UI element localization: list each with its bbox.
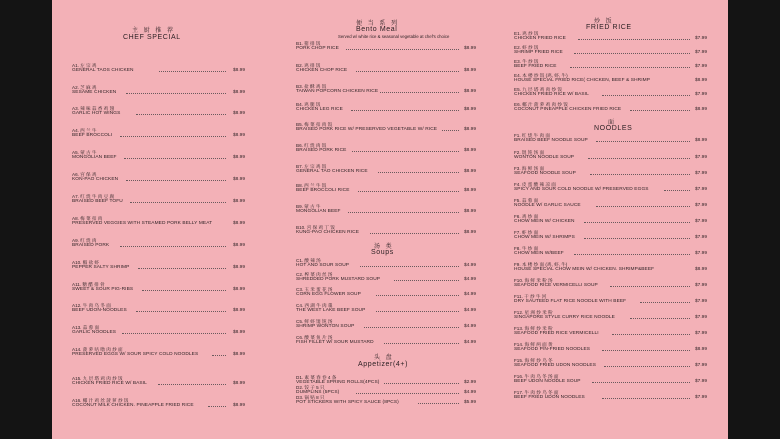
item-code: F2. 馄 饨 汤 面 [514, 150, 545, 155]
item-code: D1. 素 菜 春 卷 4 条 [296, 375, 337, 380]
item-name: PORK CHOP RICE [296, 46, 339, 52]
item-name: SEAFOOD FRIED UDON NOODLES [514, 363, 597, 369]
item-price: $8.99 [232, 403, 245, 409]
item-name: COCONUT PINEAPPLE CHICKEN FRIED RICE [514, 107, 622, 113]
item-price: $8.99 [232, 199, 245, 205]
dotted-leader [356, 71, 459, 72]
dotted-leader [142, 290, 226, 291]
section-title-chinese: 头 盘 [374, 355, 394, 361]
dotted-leader [584, 222, 690, 223]
item-name: TAIWAN POPCORN CHICKEN RICE [296, 89, 379, 95]
section-title-chinese: 面 [608, 120, 617, 126]
item-name: BEEF BROCCOLI [72, 133, 113, 139]
item-code: A3. 辣 味 蒜 香 鸡 翅 [72, 106, 115, 111]
item-code: A8. 梅 菜 扣 肉 [72, 216, 103, 221]
dotted-leader [120, 136, 226, 137]
item-price: $7.99 [694, 219, 707, 225]
dotted-leader [120, 246, 226, 247]
item-name: GARLIC NOODLES [72, 330, 117, 336]
item-price: $5.99 [463, 400, 476, 406]
item-price: $7.99 [694, 315, 707, 321]
item-name: CORN EGG FLOWER SOUP [296, 292, 361, 298]
item-name: BRAISED BEEF NOODLE SOUP [514, 138, 588, 144]
item-code: F17. 牛 肉 炒 乌 冬 面 [514, 390, 559, 395]
item-price: $8.99 [463, 169, 476, 175]
item-price: $8.99 [232, 308, 245, 314]
item-price: $4.99 [463, 263, 476, 269]
item-name: CHOW MEIN W/ CHICKEN [514, 219, 575, 225]
item-name: MONGOLIAN BEEF [296, 209, 341, 215]
item-code: A4. 西 兰 牛 [72, 128, 97, 133]
item-code: C6. 酸 菜 鱼 片 汤 [296, 335, 333, 340]
item-name: KUNG-PAO CHICKEN RICE [296, 230, 360, 236]
item-price: $8.99 [463, 107, 476, 113]
item-price: $8.99 [232, 155, 245, 161]
item-name: COCONUT MILK CHICKEN. PINEAPPLE FRIED RICE [72, 403, 194, 409]
dotted-leader [136, 114, 226, 115]
dotted-leader [356, 393, 459, 394]
dotted-leader [574, 254, 690, 255]
dotted-leader [418, 403, 459, 404]
dotted-leader [376, 311, 459, 312]
dotted-leader [596, 141, 690, 142]
item-code: A5. 蒙 古 牛 [72, 150, 97, 155]
item-name: BEEF UDON-NOODLES [72, 308, 127, 314]
item-price: $7.99 [694, 171, 707, 177]
dotted-leader [612, 334, 690, 335]
item-price: $4.99 [463, 277, 476, 283]
item-code: F13. 海 鲜 炒 米 粉 [514, 326, 553, 331]
item-name: SINGAPORE STYLE CURRY RICE NOODLE [514, 315, 615, 321]
dotted-leader [570, 67, 690, 68]
dotted-leader [604, 366, 690, 367]
item-code: E6. 椰 汁 菠 萝 鸡 肉 炒 饭 [514, 102, 568, 107]
item-code: D3. 锅 贴 8 只 [296, 395, 325, 400]
dotted-leader [138, 268, 226, 269]
item-code: B2. 鸡 排 饭 [296, 63, 321, 68]
item-price: $7.99 [694, 299, 707, 305]
item-price: $8.99 [232, 352, 245, 358]
item-name: BEEF BROCCOLI RICE [296, 188, 350, 194]
item-code: A12. 牛 肉 乌 冬 面 [72, 303, 111, 308]
item-code: C2. 榨 菜 肉 丝 汤 [296, 272, 333, 277]
item-code: F1. 红 烧 牛 肉 面 [514, 133, 550, 138]
item-code: A16. 椰 汁 鸡 丝 菠 萝 炒 饭 [72, 398, 129, 403]
item-price: $4.99 [463, 340, 476, 346]
dotted-leader [630, 318, 690, 319]
dotted-leader [122, 333, 226, 334]
dotted-leader [602, 350, 690, 351]
dotted-leader [380, 92, 459, 93]
item-code: E3. 牛 炒 饭 [514, 59, 539, 64]
item-code: E4. 本 楼 炒 饭 (鸡, 虾, 牛) [514, 73, 568, 78]
item-price: $8.99 [232, 381, 245, 387]
item-code: F14. 海 鲜 两 面 黄 [514, 342, 553, 347]
item-price: $8.99 [463, 89, 476, 95]
dotted-leader [596, 206, 690, 207]
item-code: F12. 星 洲 炒 米 粉 [514, 310, 553, 315]
item-price: $8.99 [694, 347, 707, 353]
item-code: B5. 梅 菜 扣 肉 饭 [296, 122, 333, 127]
item-price: $8.99 [232, 111, 245, 117]
item-name: SHRIMP FRIED RICE [514, 50, 563, 56]
item-price: $7.99 [694, 36, 707, 42]
dotted-leader [208, 406, 226, 407]
item-price: $4.99 [463, 292, 476, 298]
dotted-leader [442, 130, 459, 131]
item-code: C3. 玉 米 蛋 花 汤 [296, 287, 333, 292]
item-price: $4.99 [463, 390, 476, 396]
item-name: VEGETABLE SPRING ROLLS(4PCS) [296, 380, 380, 386]
section-title: FRIED RICE [586, 24, 632, 31]
item-price: $7.99 [694, 92, 707, 98]
item-price: $8.99 [232, 90, 245, 96]
item-price: $7.99 [694, 331, 707, 337]
item-price: $7.99 [694, 379, 707, 385]
item-price: $8.99 [694, 107, 707, 113]
item-code: A13. 蒜 蓉 面 [72, 325, 100, 330]
item-price: $8.99 [232, 287, 245, 293]
menu-page [52, 0, 728, 439]
item-price: $4.99 [463, 308, 476, 314]
item-code: F11. 干 炒 牛 河 [514, 294, 547, 299]
item-name: CHICKEN FRIED RICE W/ BASIL [514, 92, 589, 98]
item-price: $8.99 [463, 46, 476, 52]
dotted-leader [358, 191, 459, 192]
item-name: CHICKEN LEG RICE [296, 107, 343, 113]
item-name: KON-PAO CHICKEN [72, 177, 119, 183]
item-name: GENERAL TAO CHICKEN RICE [296, 169, 368, 175]
dotted-leader [610, 286, 690, 287]
dotted-leader [640, 302, 690, 303]
item-name: DUMPLINS (5PCS) [296, 390, 340, 396]
dotted-leader [602, 398, 690, 399]
section-title: Bento Meal [356, 26, 398, 33]
item-code: C1. 酸 辣 汤 [296, 258, 321, 263]
item-price: $8.99 [463, 68, 476, 74]
item-code: F8. 牛 炒 面 [514, 246, 539, 251]
item-name: HOT AND SOUR SOUP [296, 263, 350, 269]
dotted-leader [136, 311, 226, 312]
item-price: $7.99 [694, 235, 707, 241]
item-name: HOUSE SPECIAL CHOW MEIN W/ CHICKEN. SHRIMP&BEEF [514, 267, 655, 273]
dotted-leader [159, 71, 226, 72]
item-code: F7. 虾 炒 面 [514, 230, 539, 235]
item-name: BEEF UDON NOODLE SOUP [514, 379, 581, 385]
dotted-leader [348, 212, 459, 213]
dotted-leader [590, 174, 690, 175]
item-code: B1. 猪 排 饭 [296, 41, 321, 46]
item-code: F5. 蒜 蓉 面 [514, 198, 539, 203]
dotted-leader [351, 110, 459, 111]
item-code: A15. 九 层 塔 鸡 肉 炒 饭 [72, 376, 123, 381]
item-price: $7.99 [694, 187, 707, 193]
dotted-leader [360, 266, 459, 267]
item-name: SHRIMP WONTON SOUP [296, 324, 355, 330]
item-name: THE WEST LAKE BEEF SOUP [296, 308, 366, 314]
section-title: NOODLES [594, 125, 633, 132]
item-name: SEAFOOD FRIED RICE VERMICELLI [514, 331, 599, 337]
item-name: SEAFOOD NOODLE SOUP [514, 171, 576, 177]
item-code: A11. 糖 醋 排 骨 [72, 282, 105, 287]
item-name: CHICKEN CHOP RICE [296, 68, 348, 74]
item-price: $8.99 [232, 221, 245, 227]
item-name: SWEET & SOUR PIG-RIBS [72, 287, 134, 293]
item-code: F15. 海 鲜 炒 乌 冬 [514, 358, 553, 363]
item-price: $8.99 [694, 78, 707, 84]
dotted-leader [376, 295, 459, 296]
item-price: $7.99 [694, 363, 707, 369]
dotted-leader [588, 158, 690, 159]
item-name: CHOW MEIN W/BEEF [514, 251, 564, 257]
item-name: SHREDDED PORK MUSTARD SOUP [296, 277, 381, 283]
item-code: B3. 盐 酥 鸡 饭 [296, 84, 327, 89]
dotted-leader [130, 202, 226, 203]
item-code: C5. 鲜 虾 馄 饨 汤 [296, 319, 333, 324]
item-code: F6. 鸡 炒 面 [514, 214, 539, 219]
dotted-leader [158, 384, 226, 385]
item-price: $8.99 [463, 209, 476, 215]
dotted-leader [370, 233, 459, 234]
dotted-leader [584, 238, 690, 239]
item-name: PEPPER SALTY SHRIMP [72, 265, 130, 271]
item-price: $8.99 [232, 133, 245, 139]
item-price: $8.99 [232, 177, 245, 183]
item-code: B8. 西 兰 牛 饭 [296, 183, 327, 188]
item-price: $7.99 [694, 395, 707, 401]
section-note: Served w/ white rice & seasonal vegetable at chef's choice [338, 34, 450, 39]
item-code: E1. 鸡 炒 饭 [514, 31, 539, 36]
item-name: WONTON NOODLE SOUP [514, 155, 575, 161]
dotted-leader [352, 151, 459, 152]
item-code: A7. 红 烧 牛 肉 豆 腐 [72, 194, 115, 199]
dotted-leader [630, 110, 690, 111]
dotted-leader [664, 190, 690, 191]
item-name: SPICY AND SOUR COLD NOODLE W/ PRESERVED EGGS [514, 187, 649, 193]
item-code: C4. 西 湖 牛 肉 羹 [296, 303, 333, 308]
dotted-leader [394, 280, 459, 281]
item-code: F9. 本 楼 炒 面 (鸡, 虾, 牛) [514, 262, 568, 267]
item-code: E5. 九 层 塔 鸡 肉 炒 饭 [514, 87, 562, 92]
section-title-chinese: 汤 类 [374, 244, 394, 250]
item-code: B7. 左 宗 鸡 饭 [296, 164, 327, 169]
item-price: $8.99 [694, 138, 707, 144]
section-title-chinese: 主 厨 推 荐 [132, 28, 176, 34]
item-code: B6. 红 烧 肉 饭 [296, 143, 327, 148]
dotted-leader [126, 180, 226, 181]
dotted-leader [384, 343, 459, 344]
item-code: A10. 椒 盐 虾 [72, 260, 100, 265]
item-price: $7.99 [694, 283, 707, 289]
dotted-leader [578, 39, 690, 40]
dotted-leader [574, 53, 690, 54]
item-price: $8.99 [232, 68, 245, 74]
dotted-leader [592, 382, 690, 383]
section-title-chinese: 炒 饭 [594, 19, 614, 25]
item-code: A9. 红 烧 肉 [72, 238, 97, 243]
section-title-chinese: 便 当 系 列 [356, 21, 400, 27]
item-price: $7.99 [694, 64, 707, 70]
item-name: PRESERVED EGGS W/ SOUR SPICY COLD NOODLES [72, 352, 199, 358]
item-price: $8.99 [463, 148, 476, 154]
item-code: A1. 左 宗 鸡 [72, 63, 97, 68]
dotted-leader [378, 172, 459, 173]
item-name: FISH FILLET W/ SOUR MUSTARD [296, 340, 374, 346]
item-price: $7.99 [694, 155, 707, 161]
item-name: SEAFOOD RICE VERMICELLI SOUP [514, 283, 598, 289]
section-title: Soups [371, 249, 394, 256]
item-name: BRAISED PORK RICE [296, 148, 347, 154]
item-name: SEAFOOD P/N-FRIED NOODLES [514, 347, 591, 353]
dotted-leader [384, 383, 459, 384]
item-price: $8.99 [463, 230, 476, 236]
item-name: GENERAL TAOS CHICKEN [72, 68, 134, 74]
section-title: CHEF SPECIAL [123, 34, 181, 41]
item-name: CHICKEN FRIED RICE [514, 36, 566, 42]
item-price: $7.99 [694, 251, 707, 257]
item-name: BEEF FRIED UDON NOODLES [514, 395, 585, 401]
item-name: NOODLE W/ GARLIC SAUCE [514, 203, 581, 209]
dotted-leader [364, 327, 459, 328]
item-name: DRY SAUTEED FLAT RICE NOODLE WITH BEEF [514, 299, 627, 305]
item-price: $8.99 [232, 243, 245, 249]
item-code: B10. 宫 保 鸡 丁 饭 [296, 225, 335, 230]
dotted-leader [212, 355, 226, 356]
item-name: BRAISED PORK RICE W/ PRESERVED VEGETABLE W/ RICE [296, 127, 438, 133]
dotted-leader [346, 49, 459, 50]
item-name: CHICKEN FRIED RICE W/ BASIL [72, 381, 147, 387]
item-name: BEEF FRIED RICE [514, 64, 557, 70]
item-name: GARLIC HOT WINGS [72, 111, 121, 117]
item-name: PRESERVED VEGGIES WITH STEAMED PORK BELLY MEAT [72, 221, 213, 227]
item-price: $7.99 [694, 50, 707, 56]
item-price: $8.99 [232, 330, 245, 336]
item-code: F3. 海 鲜 汤 面 [514, 166, 545, 171]
item-code: F10. 海 鲜 米 粉 汤 [514, 278, 553, 283]
item-code: A2. 芝 麻 鸡 [72, 85, 97, 90]
item-name: MONGOLIAN BEEF [72, 155, 117, 161]
dotted-leader [126, 93, 226, 94]
item-price: $4.99 [463, 324, 476, 330]
dotted-leader [124, 158, 226, 159]
dotted-leader [602, 95, 690, 96]
item-code: B9. 蒙 古 牛 [296, 204, 321, 209]
item-price: $8.99 [463, 188, 476, 194]
item-name: BRAISED BEEF TOFU [72, 199, 123, 205]
item-name: HOUSE SPECIAL FRIED RICE( CHICKEN, BEEF & SHRIMP [514, 78, 651, 84]
item-code: B4. 鸡 腿 饭 [296, 102, 321, 107]
item-code: F16. 牛 肉 乌 冬 汤 面 [514, 374, 559, 379]
item-name: POT STICKERS WITH SPICY SAUCE (8PCS) [296, 400, 399, 406]
item-price: $8.99 [463, 127, 476, 133]
item-name: BRAISED PORK [72, 243, 110, 249]
item-price: $8.99 [232, 265, 245, 271]
item-price: $2.99 [463, 380, 476, 386]
item-code: F4. 皮 蛋 酸 辣 凉 面 [514, 182, 556, 187]
item-code: D2. 饺 子 5 只 [296, 385, 325, 390]
item-name: SESAME CHICKEN [72, 90, 117, 96]
item-code: A14. 菠 萝 咕 噜 肉 炒 面 [72, 347, 123, 352]
item-name: CHOW MEIN W/ SHRIMPS [514, 235, 575, 241]
item-code: E2. 虾 炒 饭 [514, 45, 539, 50]
item-code: A6. 宫 保 鸡 [72, 172, 97, 177]
item-price: $8.99 [694, 267, 707, 273]
item-price: $7.99 [694, 203, 707, 209]
section-title: Appetizer(4+) [358, 361, 409, 368]
